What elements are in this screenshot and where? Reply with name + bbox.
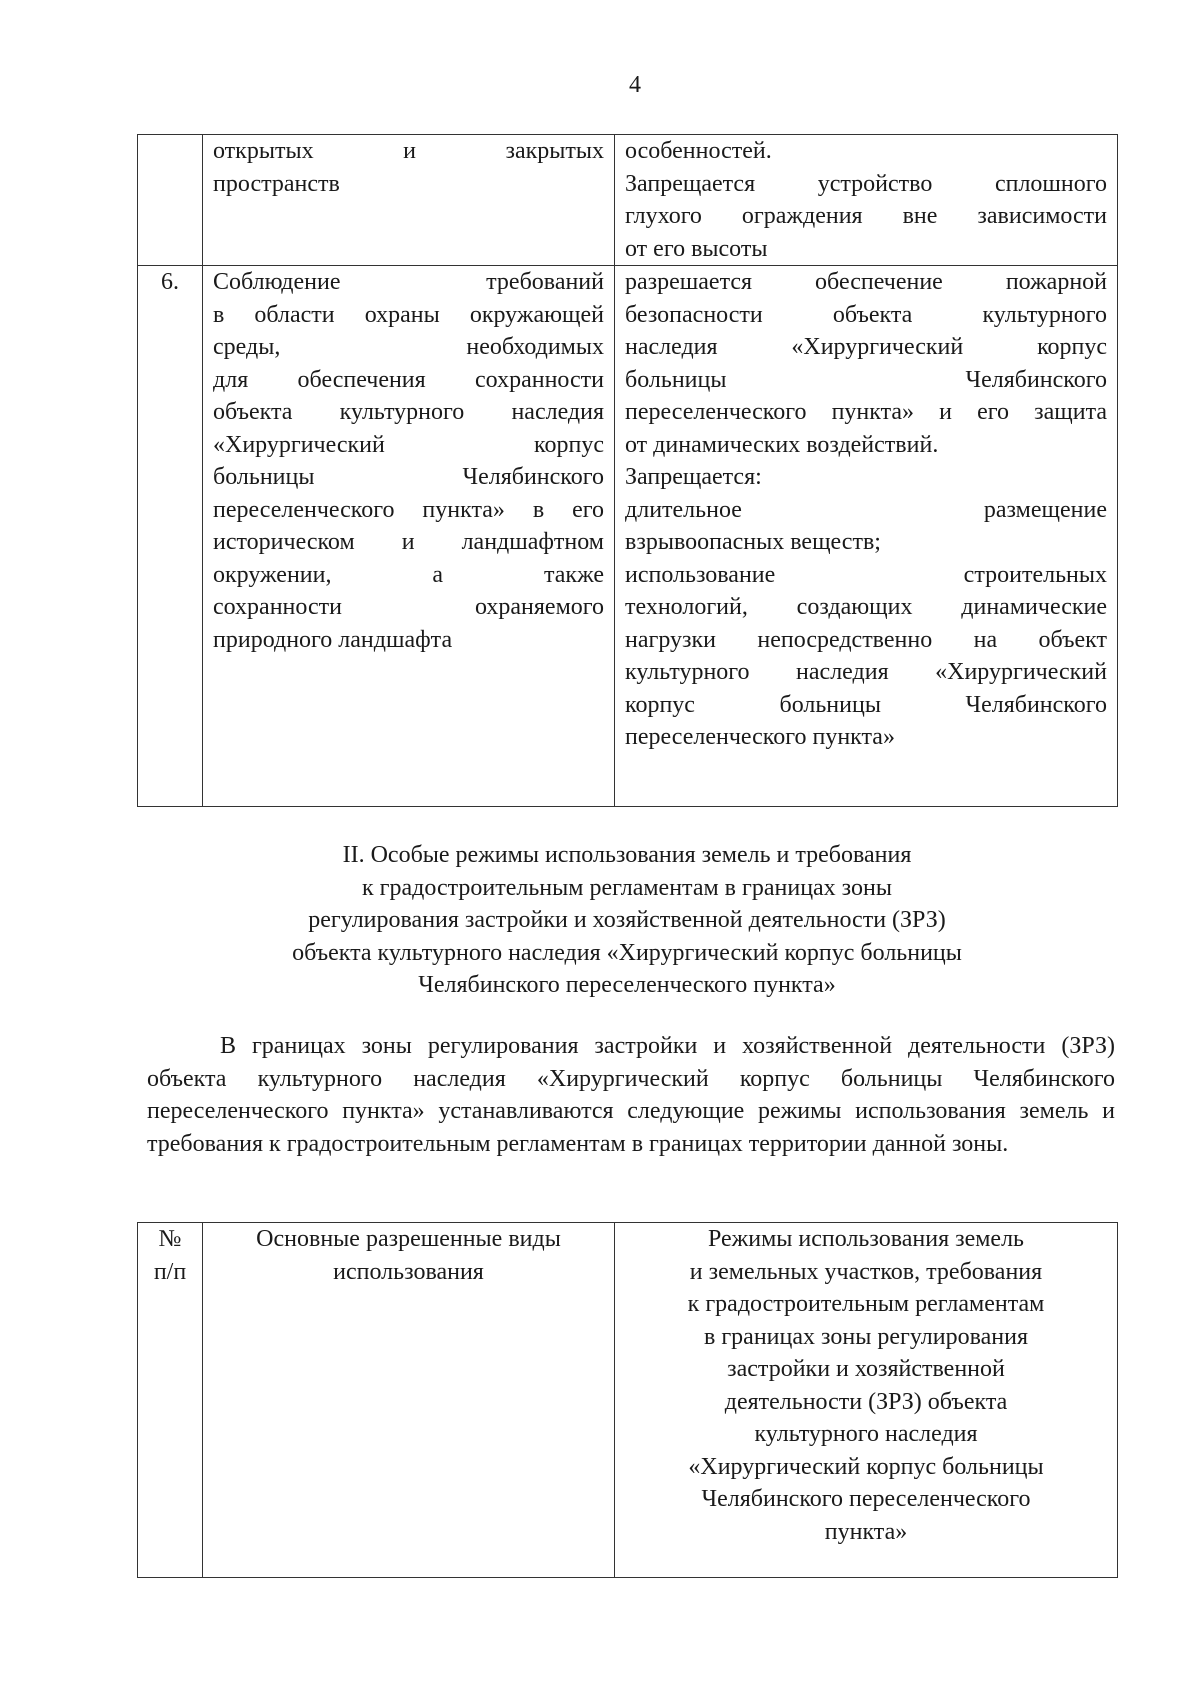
- header-line: застройки и хозяйственной: [727, 1356, 1005, 1382]
- requirements-line: взрывоопасных веществ;: [625, 529, 881, 555]
- heading-line: Челябинского переселенческого пункта»: [418, 972, 836, 998]
- subject-line: для обеспечения сохранности: [213, 366, 604, 393]
- header-line: использования: [333, 1258, 484, 1285]
- body-paragraph: В границах зоны регулирования застройки и хозяйственной деятельности (ЗРЗ) объекта культурного наследия «Хирургический корпус больницы Челябинского переселенческого пункта» устанавливаются следующие режимы использования земель и требования к градостроительным регламентам в границах территории данной зоны.: [147, 1033, 1115, 1157]
- subject-line: среды, необходимых: [213, 334, 604, 360]
- page-number: 4: [629, 72, 641, 98]
- subject-line: историческом и ландшафтном: [213, 529, 604, 555]
- requirements-line: глухого ограждения вне зависимости: [625, 203, 1107, 229]
- requirements-line: нагрузки непосредственно на объект: [625, 626, 1107, 653]
- requirements-line: переселенческого пункта»: [625, 724, 895, 750]
- regimes-table: [137, 1222, 1118, 1578]
- requirements-line: длительное размещение: [625, 496, 1107, 523]
- header-line: п/п: [153, 1258, 187, 1285]
- requirements-line: особенностей.: [625, 138, 772, 164]
- requirements-cell: [615, 266, 1118, 807]
- header-line: деятельности (ЗРЗ) объекта: [724, 1388, 1008, 1415]
- header-line: и земельных участков, требования: [689, 1258, 1043, 1285]
- heading-line: к градостроительным регламентам в границах зоны: [362, 874, 892, 901]
- requirements-cell: [615, 135, 1118, 266]
- requirements-line: безопасности объекта культурного: [625, 301, 1107, 328]
- table-row: [138, 266, 1118, 807]
- header-line: культурного наследия: [754, 1421, 978, 1447]
- table-header-row: [138, 1223, 1118, 1578]
- heading-line: регулирования застройки и хозяйственной деятельности (ЗРЗ): [308, 907, 946, 933]
- header-line: «Хирургический корпус больницы: [688, 1453, 1044, 1480]
- subject-line: переселенческого пункта» в его: [213, 496, 604, 523]
- heading-line: II. Особые режимы использования земель и требования: [342, 842, 912, 868]
- uses-header-cell: [203, 1223, 615, 1578]
- subject-line: окружении, а также: [213, 561, 604, 588]
- header-line: Челябинского переселенческого: [701, 1486, 1031, 1512]
- requirements-line: культурного наследия «Хирургический: [625, 659, 1107, 685]
- header-line: к градостроительным регламентам: [687, 1291, 1045, 1317]
- subject-line: объекта культурного наследия: [213, 399, 604, 425]
- header-line: №: [158, 1226, 182, 1252]
- number-header-cell: [138, 1223, 203, 1578]
- subject-line: больницы Челябинского: [213, 464, 604, 490]
- table-row: [138, 135, 1118, 266]
- requirements-line: от его высоты: [625, 235, 768, 262]
- requirements-line: Запрещается устройство сплошного: [625, 170, 1107, 197]
- subject-cell: [203, 266, 615, 807]
- subject-cell: [203, 135, 615, 266]
- requirements-line: больницы Челябинского: [625, 366, 1107, 393]
- row-number-cell: [138, 135, 203, 266]
- subject-line: «Хирургический корпус: [213, 431, 604, 458]
- header-line: пункта»: [824, 1518, 908, 1545]
- requirements-line: наследия «Хирургический корпус: [625, 334, 1107, 360]
- header-line: Основные разрешенные виды: [256, 1226, 561, 1252]
- header-line: Режимы использования земель: [708, 1226, 1024, 1252]
- requirements-line: технологий, создающих динамические: [625, 594, 1107, 620]
- subject-line: открытых и закрытых: [213, 138, 604, 164]
- subject-line: в области охраны окружающей: [213, 301, 604, 328]
- requirements-line: переселенческого пункта» и его защита: [625, 399, 1107, 425]
- subject-line: сохранности охраняемого: [213, 594, 604, 620]
- requirements-line: Запрещается:: [625, 464, 762, 490]
- requirements-table-continued: [137, 134, 1118, 807]
- section-heading: [137, 839, 1117, 1002]
- regimes-header-cell: [615, 1223, 1118, 1578]
- header-line: в границах зоны регулирования: [704, 1323, 1028, 1350]
- subject-line: природного ландшафта: [213, 626, 453, 653]
- requirements-line: разрешается обеспечение пожарной: [625, 269, 1107, 295]
- subject-line: Соблюдение требований: [213, 269, 604, 295]
- heading-line: объекта культурного наследия «Хирургический корпус больницы: [292, 939, 962, 966]
- subject-line: пространств: [213, 170, 340, 197]
- requirements-line: корпус больницы Челябинского: [625, 691, 1107, 718]
- requirements-line: от динамических воздействий.: [625, 431, 939, 458]
- row-number-cell: 6.: [138, 266, 203, 807]
- requirements-line: использование строительных: [625, 561, 1107, 588]
